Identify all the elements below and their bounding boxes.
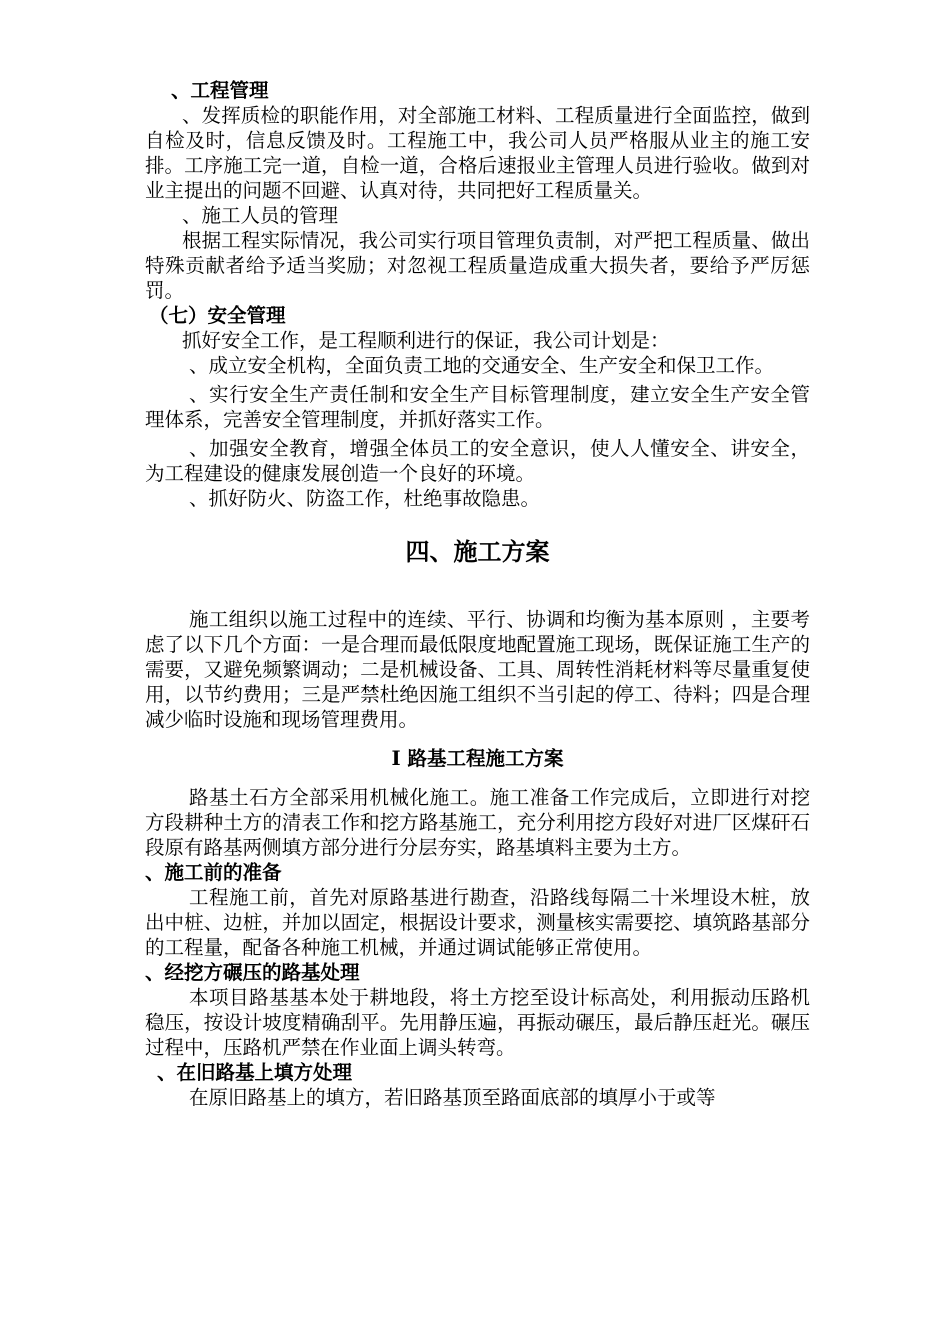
subtitle-roadbed-plan: Ⅰ 路基工程施工方案 <box>391 747 564 770</box>
paragraph-roadbed-intro: 路基土石方全部采用机械化施工。施工准备工作完成后，立即进行对挖方段耕种土方的清表工作和挖方路基施工，充分利用挖方段好对进厂区煤矸石段原有路基两侧填方部分进行分层夯实，路基填料主要为土方。 <box>145 786 810 859</box>
paragraph-safety-intro: 抓好安全工作，是工程顺利进行的保证，我公司计划是： <box>182 329 670 352</box>
paragraph-preparation: 工程施工前，首先对原路基进行勘查，沿路线每隔二十米埋设木桩，放出中桩、边桩，并加以固定，根据设计要求，测量核实需要挖、填筑路基部分的工程量，配备各种施工机械，并通过调试能够正常使用。 <box>145 886 810 959</box>
safety-item-4: 、抓好防火、防盗工作，杜绝事故隐患。 <box>189 487 541 510</box>
heading-safety-management: （七）安全管理 <box>149 304 286 327</box>
safety-item-2: 、实行安全生产责任制和安全生产目标管理制度，建立安全生产安全管理体系，完善安全管理制度，并抓好落实工作。 <box>145 383 810 431</box>
paragraph-compaction: 本项目路基基本处于耕地段，将土方挖至设计标高处，利用振动压路机稳压，按设计坡度精确刮平。先用静压遍，再振动碾压，最后静压赶光。碾压过程中，压路机严禁在作业面上调头转弯。 <box>145 986 810 1059</box>
safety-item-1: 、成立安全机构，全面负责工地的交通安全、生产安全和保卫工作。 <box>189 354 775 377</box>
heading-project-management: 、工程管理 <box>171 79 269 102</box>
heading-compaction: 、经挖方碾压的路基处理 <box>145 961 360 984</box>
heading-fill-on-old-roadbed: 、在旧路基上填方处理 <box>157 1061 353 1084</box>
paragraph-staff-management: 根据工程实际情况，我公司实行项目管理负责制，对严把工程质量、做出特殊贡献者给予适当奖励；对忽视工程质量造成重大损失者，要给予严厉惩罚。 <box>145 229 810 302</box>
section-title-construction-plan: 四、施工方案 <box>405 537 550 566</box>
safety-item-3: 、加强安全教育，增强全体员工的安全意识，使人人懂安全、讲安全，为工程建设的健康发展创造一个良好的环境。 <box>145 437 810 485</box>
paragraph-quality-control: 、发挥质检的职能作用，对全部施工材料、工程质量进行全面监控，做到自检及时，信息反馈及时。工程施工中，我公司人员严格服从业主的施工安排。工序施工完一道，自检一道，合格后速报业主管理人员进行验收。做到对业主提出的问题不回避、认真对待，共同把好工程质量关。 <box>145 104 810 202</box>
heading-preparation: 、施工前的准备 <box>145 861 282 884</box>
document-body <box>145 78 810 1110</box>
paragraph-fill-on-old-roadbed: 在原旧路基上的填方，若旧路基顶至路面底部的填厚小于或等 <box>189 1086 716 1109</box>
heading-staff-management: 、施工人员的管理 <box>182 204 339 227</box>
paragraph-plan-intro: 施工组织以施工过程中的连续、平行、协调和均衡为基本原则 ，主要考虑了以下几个方面：一是合理而最低限度地配置施工现场，既保证施工生产的需要，又避免频繁调动；二是机械设备、工具、周转性消耗材料等尽量重复使用，以节约费用；三是严禁杜绝因施工组织不当引起的停工、待料；四是合理减少临时设施和现场管理费用。 <box>145 608 810 731</box>
